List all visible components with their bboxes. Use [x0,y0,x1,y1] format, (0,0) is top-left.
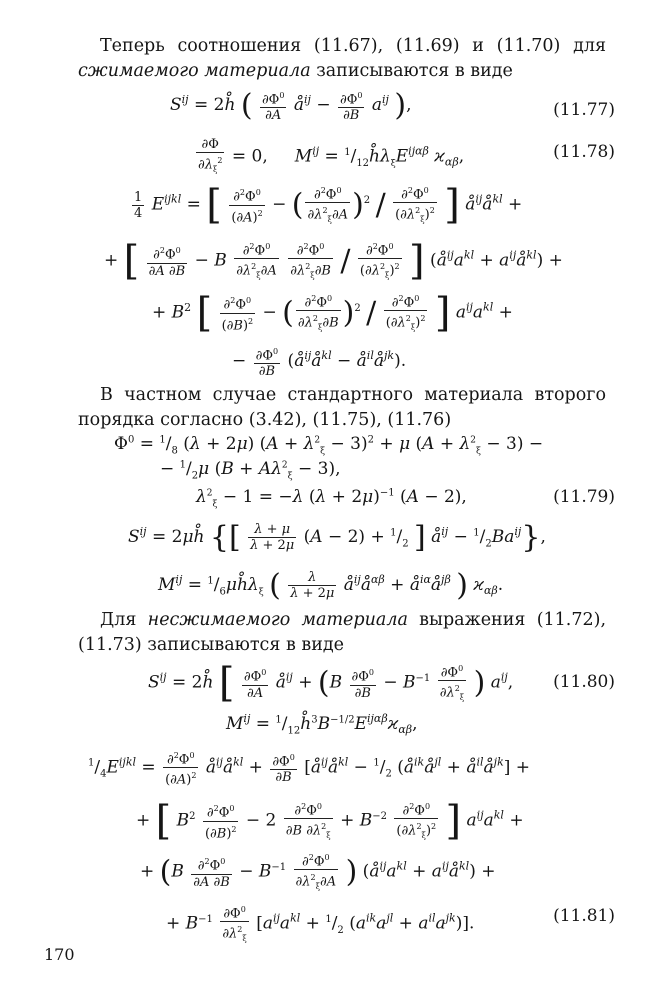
equation-E-incomp-line4: + $B^{-1}$ $\frac{\partial\Phi^0}{\partial\lambda^2_\xi}$ [$a^{ij}a^{kl} + ^1/_2$ $(a^{ik}a^{jl} + a^{il}a^{jk})$]. [166,902,474,946]
equation-E-incomp-line1: $^1/_4E^{ijkl}$ = $\frac{\partial^2\Phi^0}{(\partial A)^2}$ $å^{ij}å^{kl}$ + $\frac{\partial\Phi^0}{\partial B}$ [$å^{ij}å^{kl} - ^1/_2$ ($å^{ik}å^{jl}$ + $å^{il}å^{jk}$] + [88,748,530,788]
text-run: выражения (11.72), (11.73) записываются в виде [78,610,607,655]
text-run: Для [100,610,148,630]
equation-E-line2: + [ $\frac{\partial^2\Phi^0}{\partial A \partial B}$ − B $\frac{\partial^2\Phi^0}{\partial\lambda^2_\xi\partial A}$ $\frac{\partial^2\Phi^0}{\partial\lambda^2_\xi\partial B}$ / $\frac{\partial^2\Phi^0}{(\partial\lambda^2_\xi)^2}$ ] ($å^{ij}a^{kl}$ + $a^{ij}å^{kl}$) + [104,238,563,284]
equation-E-line1: $\frac{1}{4}$ $E^{ijkl}$ = [ $\frac{\partial^2\Phi^0}{(\partial A)^2}$ − ( $\frac{\partial^2\Phi^0}{\partial\lambda^2_\xi\partial A}$ )$^2$ / $\frac{\partial^2\Phi^0}{(\partial\lambda^2_\xi)^2}$ ] $å^{ij}å^{kl}$ + [134,182,523,228]
paragraph-standard-material [78,383,606,433]
equation-number: (11.78) [553,142,615,162]
equation-11-79: $\lambda^2_\xi - 1 = -\lambda$ $(\lambda + 2\mu)^{-1}$ (A − 2), [196,487,467,510]
equation-phi0-line1: $\Phi^0 = ^1/_8$ (λ + 2μ) $(A + \lambda^2_\xi - 3)^2 + \mu$ $(A + \lambda^2_\xi - 3)$ − [114,434,544,457]
equation-M-standard: $M^{ij}$ = $^1/_6\mu h̊\lambda_\xi$ ( $\frac{\lambda}{\lambda + 2\mu}$ $å^{ij}å^{\alpha\beta}$ + $å^{i\alpha}å^{j\beta}$ ) $ϰ_{\alpha\beta}$. [158,568,504,603]
paragraph-text: В частном случае стандартного материала второго порядка согласно (3.42), (11.75), (11.76) [78,385,606,430]
equation-11-80: $S^{ij}$ = 2h̊ [ $\frac{\partial\Phi^0}{\partial A}$ $å^{ij} + (B$ $\frac{\partial\Phi^0}{\partial B}$ − $B^{-1}$ $\frac{\partial\Phi^0}{\partial\lambda^2_\xi}$ ) $a^{ij}$, [148,660,514,706]
equation-M-incompressible: $M^{ij}$ = $^1/_{12}h̊^3B^{-1/2}E^{ij\alpha\beta}ϰ_{\alpha\beta}$, [226,712,418,737]
equation-number: (11.80) [553,672,615,692]
paragraph-text [78,608,606,658]
equation-11-78: $\frac{\partial\Phi}{\partial\lambda_\xi^2}$ = 0, $M^{ij}$ = $^1/_{12}h̊\lambda_\xi E^{ij\alpha\beta}$ $ϰ_{\alpha\beta}$, [198,137,465,174]
equation-number: (11.79) [553,487,615,507]
equation-phi0-line2: − $^1/_2\mu$ $(B + A\lambda^2_\xi - 3)$, [160,459,341,482]
page-number: 170 [44,945,75,964]
paragraph-text [78,34,606,84]
equation-number: (11.81) [553,906,615,926]
text-run: записываются в виде [310,61,513,81]
text-run: Теперь соотношения (11.67), (11.69) и (11.70) для [100,36,606,56]
emphasis-compressible: сжимаемого материала [78,61,311,81]
equation-E-incomp-line2: + [ $B^2$ $\frac{\partial^2\Phi^0}{(\partial B)^2}$ − 2 $\frac{\partial^2\Phi^0}{\partial B \partial\lambda^2_\xi}$ + $B^{-2}$ $\frac{\partial^2\Phi^0}{(\partial\lambda^2_\xi)^2}$ ] $a^{ij}a^{kl}$ + [136,798,524,844]
equation-E-line4: − $\frac{\partial\Phi^0}{\partial B}$ ($å^{ij}å^{kl}$ − $å^{il}å^{jk}$). [232,344,406,379]
paragraph-compressible [78,34,606,84]
equation-number: (11.77) [553,100,615,120]
equation-11-77: $S^{ij}$ = 2h̊ ( $\frac{\partial\Phi^0}{\partial A}$ $å^{ij}$ − $\frac{\partial\Phi^0}{\partial B}$ $a^{ij}$ ), [170,88,412,124]
paragraph-incompressible [78,608,606,658]
equation-E-incomp-line3: + (B $\frac{\partial^2\Phi^0}{\partial A \partial B}$ − $B^{-1}$ $\frac{\partial^2\Phi^0}{\partial\lambda^2_\xi\partial A}$ ) ($å^{ij}a^{kl}$ + $a^{ij}å^{kl}$) + [140,850,495,894]
equation-S-standard: $S^{ij}$ = 2μh̊ {[ $\frac{\lambda + \mu}{\lambda + 2\mu}$ $(A - 2) + ^1/_2$ ] $å^{ij} - ^1/_2Ba^{ij}$}, [128,520,546,555]
emphasis-incompressible: несжимаемого материала [147,610,408,630]
equation-E-line3: + $B^2$ [ $\frac{\partial^2\Phi^0}{(\partial B)^2}$ − ( $\frac{\partial^2\Phi^0}{\partial\lambda^2_\xi\partial B}$ )$^2$ / $\frac{\partial^2\Phi^0}{(\partial\lambda^2_\xi)^2}$ ] $a^{ij}a^{kl}$ + [152,290,513,336]
